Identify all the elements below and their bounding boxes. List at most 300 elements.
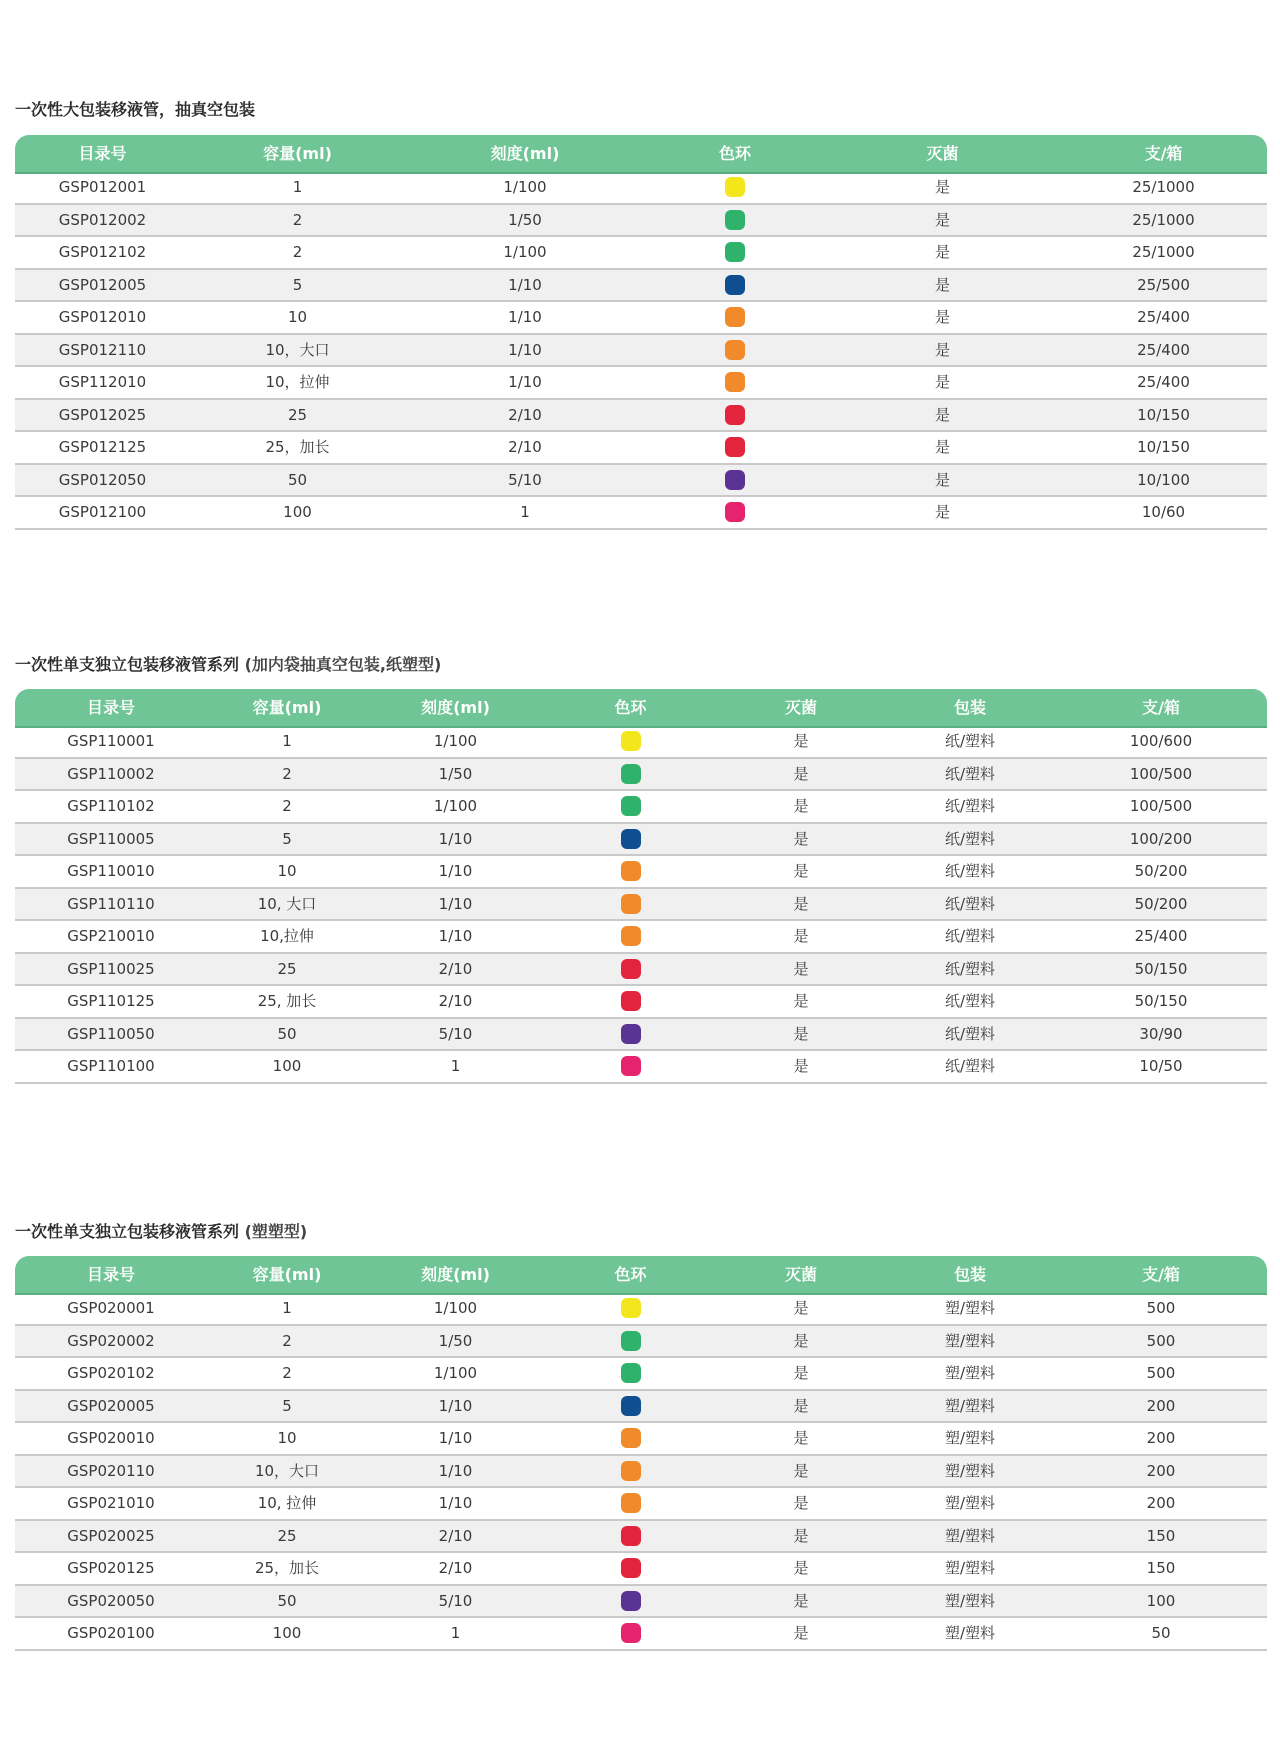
graduation-cell: 2/10 <box>508 438 542 457</box>
sterile-cell: 是 <box>793 1364 809 1383</box>
graduation-cell: 1/10 <box>508 340 542 359</box>
qty-per-box-cell: 500 <box>1146 1331 1176 1350</box>
packaging-cell: 纸/塑料 <box>944 1057 996 1076</box>
catalog-no-cell: GSP012025 <box>58 405 147 424</box>
catalog-no-cell: GSP020050 <box>67 1591 155 1610</box>
packaging-cell: 塑/塑料 <box>944 1364 996 1383</box>
color-ring-cell <box>544 1618 717 1648</box>
sterile-cell: 是 <box>934 503 950 522</box>
color-ring-swatch <box>621 1363 641 1383</box>
volume-cell: 50 <box>277 1024 297 1043</box>
section-bulk-vacuum <box>15 98 1267 530</box>
sterile-cell: 是 <box>793 1624 809 1643</box>
volume-cell: 10，拉伸 <box>265 373 330 392</box>
packaging-cell: 纸/塑料 <box>944 797 996 816</box>
catalog-no-cell: GSP110110 <box>67 894 155 913</box>
graduation-cell: 5/10 <box>438 1591 473 1610</box>
catalog-no-cell: GSP110005 <box>67 829 155 848</box>
sterile-cell: 是 <box>793 1331 809 1350</box>
sterile-cell: 是 <box>793 894 809 913</box>
graduation-cell: 1/100 <box>433 732 478 751</box>
qty-per-box-cell: 30/90 <box>1139 1024 1183 1043</box>
catalog-no-cell: GSP020002 <box>67 1331 155 1350</box>
catalog-no-cell: GSP110025 <box>67 959 155 978</box>
table-individual-plastic-plastic <box>15 1256 1267 1651</box>
color-ring-swatch <box>725 502 745 522</box>
catalog-no-cell: GSP020110 <box>67 1461 155 1480</box>
graduation-cell: 2/10 <box>438 1559 473 1578</box>
packaging-cell: 纸/塑料 <box>944 894 996 913</box>
table-row <box>15 726 1267 759</box>
table-row <box>15 270 1267 303</box>
volume-cell: 10 <box>287 308 308 327</box>
color-ring-cell <box>544 824 717 854</box>
qty-per-box-cell: 200 <box>1146 1429 1176 1448</box>
color-ring-cell <box>544 1586 717 1616</box>
qty-per-box-cell: 100/200 <box>1129 829 1193 848</box>
graduation-cell: 1/10 <box>508 275 542 294</box>
section-title <box>15 98 255 122</box>
graduation-cell: 1/10 <box>438 894 473 913</box>
color-ring-swatch <box>621 959 641 979</box>
color-ring-cell <box>645 270 825 300</box>
graduation-cell: 5/10 <box>438 1024 473 1043</box>
packaging-cell: 塑/塑料 <box>944 1429 996 1448</box>
graduation-cell: 1 <box>520 503 530 522</box>
qty-per-box-cell: 100 <box>1146 1591 1176 1610</box>
packaging-cell: 塑/塑料 <box>944 1461 996 1480</box>
color-ring-cell <box>544 759 717 789</box>
packaging-cell: 纸/塑料 <box>944 992 996 1011</box>
color-ring-swatch <box>725 242 745 262</box>
header-graduation: 刻度(ml) <box>490 144 560 163</box>
sterile-cell: 是 <box>793 764 809 783</box>
packaging-cell: 纸/塑料 <box>944 927 996 946</box>
volume-cell: 25 <box>287 405 308 424</box>
sterile-cell: 是 <box>934 275 950 294</box>
header-volume: 容量(ml) <box>252 1265 322 1284</box>
color-ring-cell <box>645 335 825 365</box>
color-ring-cell <box>544 889 717 919</box>
table-row <box>15 1586 1267 1619</box>
packaging-cell: 塑/塑料 <box>944 1299 996 1318</box>
color-ring-cell <box>645 367 825 397</box>
table-row <box>15 497 1267 530</box>
sterile-cell: 是 <box>793 992 809 1011</box>
catalog-no-cell: GSP110125 <box>67 992 155 1011</box>
sterile-cell: 是 <box>793 1299 809 1318</box>
color-ring-cell <box>544 1553 717 1583</box>
table-row <box>15 1391 1267 1424</box>
graduation-cell: 2/10 <box>438 959 473 978</box>
table-row <box>15 465 1267 498</box>
graduation-cell: 1 <box>450 1057 461 1076</box>
catalog-no-cell: GSP020025 <box>67 1526 155 1545</box>
color-ring-swatch <box>621 991 641 1011</box>
table-individual-paper-plastic <box>15 689 1267 1084</box>
graduation-cell: 1/10 <box>508 373 542 392</box>
color-ring-cell <box>544 954 717 984</box>
catalog-no-cell: GSP020125 <box>67 1559 155 1578</box>
qty-per-box-cell: 500 <box>1146 1299 1176 1318</box>
color-ring-cell <box>544 921 717 951</box>
volume-cell: 100 <box>272 1057 302 1076</box>
packaging-cell: 纸/塑料 <box>944 764 996 783</box>
header-catalog-no: 目录号 <box>86 698 135 717</box>
qty-per-box-cell: 50/200 <box>1134 862 1188 881</box>
color-ring-swatch <box>725 307 745 327</box>
qty-per-box-cell: 150 <box>1146 1559 1176 1578</box>
table-row <box>15 335 1267 368</box>
qty-per-box-cell: 100/500 <box>1129 764 1193 783</box>
table-bulk-vacuum <box>15 135 1267 530</box>
catalog-no-cell: GSP020001 <box>67 1299 155 1318</box>
header-packaging: 包装 <box>953 698 986 717</box>
table-body <box>15 172 1267 530</box>
qty-per-box-cell: 50/150 <box>1134 959 1188 978</box>
volume-cell: 1 <box>292 178 303 197</box>
table-row <box>15 1326 1267 1359</box>
catalog-no-cell: GSP210010 <box>67 927 155 946</box>
sterile-cell: 是 <box>934 243 950 262</box>
sterile-cell: 是 <box>934 405 950 424</box>
color-ring-swatch <box>725 372 745 392</box>
graduation-cell: 1/10 <box>438 862 473 881</box>
color-ring-cell <box>544 791 717 821</box>
graduation-cell: 1 <box>450 1624 461 1643</box>
color-ring-swatch <box>621 1623 641 1643</box>
graduation-cell: 1/50 <box>438 764 473 783</box>
color-ring-cell <box>544 1521 717 1551</box>
color-ring-cell <box>544 1293 717 1323</box>
qty-per-box-cell: 100/500 <box>1129 797 1193 816</box>
qty-per-box-cell: 200 <box>1146 1461 1176 1480</box>
table-row <box>15 172 1267 205</box>
color-ring-swatch <box>621 861 641 881</box>
qty-per-box-cell: 25/400 <box>1137 308 1190 327</box>
section-title-text: 一次性大包装移液管，抽真空包装 <box>15 100 256 119</box>
qty-per-box-cell: 25/400 <box>1137 373 1190 392</box>
catalog-no-cell: GSP020010 <box>67 1429 155 1448</box>
color-ring-swatch <box>621 731 641 751</box>
table-row <box>15 921 1267 954</box>
volume-cell: 50 <box>287 470 308 489</box>
table-row <box>15 1618 1267 1651</box>
volume-cell: 5 <box>282 829 292 848</box>
sterile-cell: 是 <box>793 1591 809 1610</box>
qty-per-box-cell: 25/1000 <box>1132 178 1195 197</box>
packaging-cell: 塑/塑料 <box>944 1494 996 1513</box>
catalog-no-cell: GSP012110 <box>58 340 147 359</box>
color-ring-swatch <box>621 1331 641 1351</box>
volume-cell: 10,拉伸 <box>260 927 314 946</box>
color-ring-swatch <box>621 1396 641 1416</box>
packaging-cell: 塑/塑料 <box>944 1526 996 1545</box>
table-row <box>15 1456 1267 1489</box>
qty-per-box-cell: 50/200 <box>1134 894 1188 913</box>
sterile-cell: 是 <box>934 308 950 327</box>
table-row <box>15 856 1267 889</box>
header-volume: 容量(ml) <box>252 698 322 717</box>
volume-cell: 10，大口 <box>265 340 330 359</box>
graduation-cell: 1/100 <box>433 797 478 816</box>
catalog-no-cell: GSP020100 <box>67 1624 155 1643</box>
section-title <box>15 1220 307 1244</box>
sterile-cell: 是 <box>934 210 950 229</box>
volume-cell: 1 <box>282 1299 292 1318</box>
graduation-cell: 1/10 <box>438 1461 473 1480</box>
table-row <box>15 1553 1267 1586</box>
sterile-cell: 是 <box>793 959 809 978</box>
table-row <box>15 1423 1267 1456</box>
table-row <box>15 954 1267 987</box>
sterile-cell: 是 <box>793 1559 809 1578</box>
volume-cell: 5 <box>282 1396 292 1415</box>
color-ring-cell <box>645 302 825 332</box>
section-title-text: 一次性单支独立包装移液管系列 <box>15 655 240 674</box>
catalog-no-cell: GSP012010 <box>58 308 147 327</box>
color-ring-swatch <box>621 764 641 784</box>
color-ring-swatch <box>621 926 641 946</box>
graduation-cell: 1/100 <box>433 1299 478 1318</box>
qty-per-box-cell: 150 <box>1146 1526 1176 1545</box>
catalog-no-cell: GSP020005 <box>67 1396 155 1415</box>
color-ring-cell <box>544 1358 717 1388</box>
qty-per-box-cell: 100/600 <box>1129 732 1193 751</box>
color-ring-swatch <box>621 1591 641 1611</box>
volume-cell: 10 <box>277 862 297 881</box>
qty-per-box-cell: 200 <box>1146 1494 1176 1513</box>
qty-per-box-cell: 50 <box>1151 1624 1171 1643</box>
table-row <box>15 889 1267 922</box>
sterile-cell: 是 <box>793 1461 809 1480</box>
packaging-cell: 塑/塑料 <box>944 1559 996 1578</box>
graduation-cell: 1/100 <box>503 178 547 197</box>
qty-per-box-cell: 200 <box>1146 1396 1176 1415</box>
table-row <box>15 1293 1267 1326</box>
qty-per-box-cell: 10/150 <box>1137 405 1190 424</box>
catalog-no-cell: GSP110050 <box>67 1024 155 1043</box>
graduation-cell: 2/10 <box>438 992 473 1011</box>
table-body <box>15 726 1267 1084</box>
volume-cell: 2 <box>282 764 292 783</box>
qty-per-box-cell: 25/500 <box>1137 275 1190 294</box>
section-title <box>15 653 441 677</box>
qty-per-box-cell: 10/50 <box>1139 1057 1183 1076</box>
header-color-ring: 色环 <box>718 144 751 163</box>
color-ring-swatch <box>621 1056 641 1076</box>
section-individual-plastic-plastic <box>15 1220 1267 1652</box>
graduation-cell: 1/100 <box>503 243 547 262</box>
sterile-cell: 是 <box>934 438 950 457</box>
qty-per-box-cell: 25/1000 <box>1132 210 1195 229</box>
catalog-no-cell: GSP012125 <box>58 438 147 457</box>
sterile-cell: 是 <box>793 732 809 751</box>
sterile-cell: 是 <box>793 1494 809 1513</box>
color-ring-swatch <box>725 177 745 197</box>
table-row <box>15 791 1267 824</box>
catalog-no-cell: GSP012005 <box>58 275 147 294</box>
color-ring-cell <box>645 432 825 462</box>
volume-cell: 25 <box>277 959 297 978</box>
graduation-cell: 1/10 <box>438 927 473 946</box>
section-subtitle: (塑塑型) <box>244 1222 308 1241</box>
color-ring-swatch <box>621 1526 641 1546</box>
header-catalog-no: 目录号 <box>78 144 127 163</box>
sterile-cell: 是 <box>934 470 950 489</box>
color-ring-swatch <box>621 1493 641 1513</box>
graduation-cell: 2/10 <box>508 405 542 424</box>
section-subtitle: (加内袋抽真空包装,纸塑型) <box>244 655 442 674</box>
table-row <box>15 1488 1267 1521</box>
packaging-cell: 塑/塑料 <box>944 1331 996 1350</box>
color-ring-swatch <box>725 210 745 230</box>
header-qty-per-box: 支/箱 <box>1142 1265 1180 1284</box>
packaging-cell: 纸/塑料 <box>944 959 996 978</box>
color-ring-cell <box>544 986 717 1016</box>
catalog-no-cell: GSP012001 <box>58 178 147 197</box>
volume-cell: 25, 加长 <box>257 992 317 1011</box>
sterile-cell: 是 <box>793 1024 809 1043</box>
color-ring-swatch <box>725 405 745 425</box>
header-sterile: 灭菌 <box>784 698 817 717</box>
graduation-cell: 1/10 <box>438 1396 473 1415</box>
table-row <box>15 1358 1267 1391</box>
graduation-cell: 1/10 <box>438 1494 473 1513</box>
catalog-no-cell: GSP021010 <box>67 1494 155 1513</box>
header-qty-per-box: 支/箱 <box>1144 144 1183 163</box>
color-ring-cell <box>645 172 825 202</box>
catalog-no-cell: GSP110010 <box>67 862 155 881</box>
qty-per-box-cell: 25/1000 <box>1132 243 1195 262</box>
qty-per-box-cell: 10/150 <box>1137 438 1190 457</box>
volume-cell: 1 <box>282 732 292 751</box>
header-color-ring: 色环 <box>614 1265 647 1284</box>
color-ring-swatch <box>725 470 745 490</box>
sterile-cell: 是 <box>793 862 809 881</box>
color-ring-swatch <box>621 1461 641 1481</box>
qty-per-box-cell: 500 <box>1146 1364 1176 1383</box>
table-header <box>15 689 1267 726</box>
color-ring-cell <box>544 1051 717 1081</box>
volume-cell: 2 <box>282 1364 292 1383</box>
graduation-cell: 1/10 <box>438 1429 473 1448</box>
header-catalog-no: 目录号 <box>86 1265 135 1284</box>
volume-cell: 5 <box>292 275 303 294</box>
volume-cell: 100 <box>283 503 312 522</box>
table-row <box>15 237 1267 270</box>
graduation-cell: 1/100 <box>433 1364 478 1383</box>
table-row <box>15 824 1267 857</box>
color-ring-swatch <box>621 796 641 816</box>
catalog-no-cell: GSP110002 <box>67 764 155 783</box>
color-ring-cell <box>645 497 825 527</box>
header-sterile: 灭菌 <box>926 144 959 163</box>
graduation-cell: 1/50 <box>508 210 542 229</box>
color-ring-swatch <box>725 437 745 457</box>
volume-cell: 25 <box>277 1526 297 1545</box>
sterile-cell: 是 <box>793 1526 809 1545</box>
color-ring-cell <box>544 1019 717 1049</box>
color-ring-swatch <box>725 275 745 295</box>
header-packaging: 包装 <box>953 1265 986 1284</box>
packaging-cell: 纸/塑料 <box>944 829 996 848</box>
volume-cell: 2 <box>292 243 303 262</box>
catalog-no-cell: GSP012050 <box>58 470 147 489</box>
packaging-cell: 纸/塑料 <box>944 1024 996 1043</box>
volume-cell: 10, 大口 <box>257 894 317 913</box>
table-row <box>15 1019 1267 1052</box>
catalog-no-cell: GSP110100 <box>67 1057 155 1076</box>
graduation-cell: 2/10 <box>438 1526 473 1545</box>
sterile-cell: 是 <box>793 1057 809 1076</box>
color-ring-cell <box>645 400 825 430</box>
table-body <box>15 1293 1267 1651</box>
packaging-cell: 塑/塑料 <box>944 1591 996 1610</box>
table-row <box>15 302 1267 335</box>
qty-per-box-cell: 25/400 <box>1137 340 1190 359</box>
header-graduation: 刻度(ml) <box>421 698 490 717</box>
volume-cell: 2 <box>292 210 303 229</box>
color-ring-swatch <box>621 829 641 849</box>
qty-per-box-cell: 50/150 <box>1134 992 1188 1011</box>
volume-cell: 25，加长 <box>254 1559 320 1578</box>
packaging-cell: 纸/塑料 <box>944 862 996 881</box>
table-row <box>15 367 1267 400</box>
catalog-no-cell: GSP012002 <box>58 210 147 229</box>
qty-per-box-cell: 10/60 <box>1141 503 1186 522</box>
header-graduation: 刻度(ml) <box>421 1265 490 1284</box>
packaging-cell: 塑/塑料 <box>944 1396 996 1415</box>
catalog-no-cell: GSP012100 <box>58 503 147 522</box>
table-row <box>15 400 1267 433</box>
catalog-no-cell: GSP112010 <box>58 373 147 392</box>
section-title-text: 一次性单支独立包装移液管系列 <box>15 1222 240 1241</box>
color-ring-swatch <box>621 1558 641 1578</box>
table-header <box>15 135 1267 172</box>
color-ring-swatch <box>621 1024 641 1044</box>
table-row <box>15 432 1267 465</box>
sterile-cell: 是 <box>793 1396 809 1415</box>
table-row <box>15 1051 1267 1084</box>
packaging-cell: 塑/塑料 <box>944 1624 996 1643</box>
graduation-cell: 5/10 <box>508 470 542 489</box>
color-ring-cell <box>544 1391 717 1421</box>
sterile-cell: 是 <box>934 340 950 359</box>
header-qty-per-box: 支/箱 <box>1142 698 1180 717</box>
color-ring-swatch <box>725 340 745 360</box>
header-volume: 容量(ml) <box>263 144 332 163</box>
volume-cell: 10 <box>277 1429 297 1448</box>
sterile-cell: 是 <box>793 1429 809 1448</box>
color-ring-swatch <box>621 894 641 914</box>
qty-per-box-cell: 25/400 <box>1134 927 1188 946</box>
color-ring-cell <box>544 1488 717 1518</box>
color-ring-cell <box>544 1423 717 1453</box>
catalog-no-cell: GSP020102 <box>67 1364 155 1383</box>
header-color-ring: 色环 <box>614 698 647 717</box>
volume-cell: 10, 拉伸 <box>257 1494 317 1513</box>
sterile-cell: 是 <box>793 797 809 816</box>
color-ring-cell <box>544 1456 717 1486</box>
catalog-no-cell: GSP012102 <box>58 243 147 262</box>
volume-cell: 2 <box>282 1331 292 1350</box>
graduation-cell: 1/50 <box>438 1331 473 1350</box>
sterile-cell: 是 <box>793 927 809 946</box>
volume-cell: 25，加长 <box>265 438 330 457</box>
table-row <box>15 205 1267 238</box>
catalog-no-cell: GSP110102 <box>67 797 155 816</box>
